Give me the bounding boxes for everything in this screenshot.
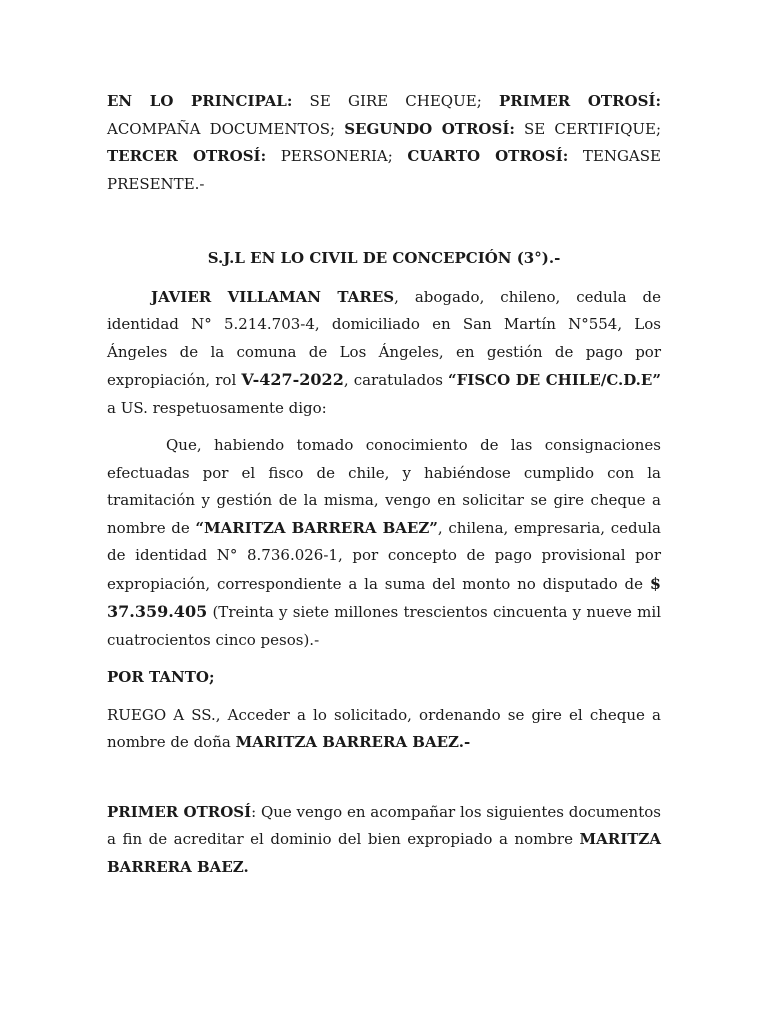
appearance-text-2: , caratulados [343,371,449,389]
sumilla-primer-otrosi-text: ACOMPAÑA DOCUMENTOS; [107,119,345,138]
petition-name: MARITZA BARRERA BAEZ.- [235,733,471,751]
body-paragraph [107,432,661,654]
beneficiary-name: “MARITZA BARRERA BAEZ” [195,518,438,537]
first-otrosi-paragraph [107,799,661,882]
body-text-2: , chilena, empresaria, cedula de identidad N° 8.736.026-1, por concepto de pago provisional por expropiación, correspondiente a la suma del monto no disputado de [107,518,661,593]
sumilla-principal-text: SE GIRE CHEQUE; [292,92,499,110]
first-otrosi-label: PRIMER OTROSÍ [107,802,252,821]
first-otrosi-text: : Que vengo en acompañar los siguientes documentos a fin de acreditar el dominio del bien expropiado a nombre [107,802,661,848]
sumilla [107,88,661,198]
appearance-text-1: , abogado, chileno, cedula de identidad N° 5.214.703-4, domiciliado en San Martín N°554, Los Ángeles de la comuna de Los Ángeles, en gestión de pago por expropiación, rol [107,287,661,389]
sumilla-primer-otrosi-label: PRIMER OTROSÍ: [498,92,661,110]
sumilla-cuarto-otrosi-text: TENGASE PRESENTE.- [107,147,661,193]
document-page [107,88,661,881]
lawyer-name: JAVIER VILLAMAN TARES [151,287,395,306]
case-rol: V-427-2022 [241,370,344,389]
por-tanto-heading [107,664,661,692]
amount: $ 37.359.405 [107,573,661,621]
body-text-1: Que, habiendo tomado conocimiento de las consignaciones efectuadas por el fisco de chile, y habiéndose cumplido con la tramitación y gestión de la misma, vengo en solicitar se gire cheque a nombre de [107,436,661,537]
body-text-3: (Treinta y siete millones trescientos cincuenta y nueve mil cuatrocientos cinco pesos).- [107,603,661,649]
sumilla-tercer-otrosi-label: TERCER OTROSÍ: [107,147,267,165]
por-tanto-label: POR TANTO; [107,668,215,686]
appearance-text-3: a US. respetuosamente digo: [107,398,327,417]
petition-paragraph [107,702,661,757]
sumilla-segundo-otrosi-text: SE CERTIFIQUE; [514,119,662,138]
sumilla-tercer-otrosi-text: PERSONERIA; [266,147,408,165]
case-caption: “FISCO DE CHILE/C.D.E” [448,371,661,389]
sumilla-principal-label: EN LO PRINCIPAL: [107,92,293,110]
appearance-paragraph [107,284,661,423]
first-otrosi-name: MARITZA BARRERA BAEZ. [107,830,661,876]
sumilla-segundo-otrosi-label: SEGUNDO OTROSÍ: [344,119,515,138]
court-heading: S.J.L EN LO CIVIL DE CONCEPCIÓN (3°).- [207,249,561,267]
petition-text: RUEGO A SS., Acceder a lo solicitado, ordenando se gire el cheque a nombre de doña [107,705,661,751]
sumilla-cuarto-otrosi-label: CUARTO OTROSÍ: [407,147,569,165]
